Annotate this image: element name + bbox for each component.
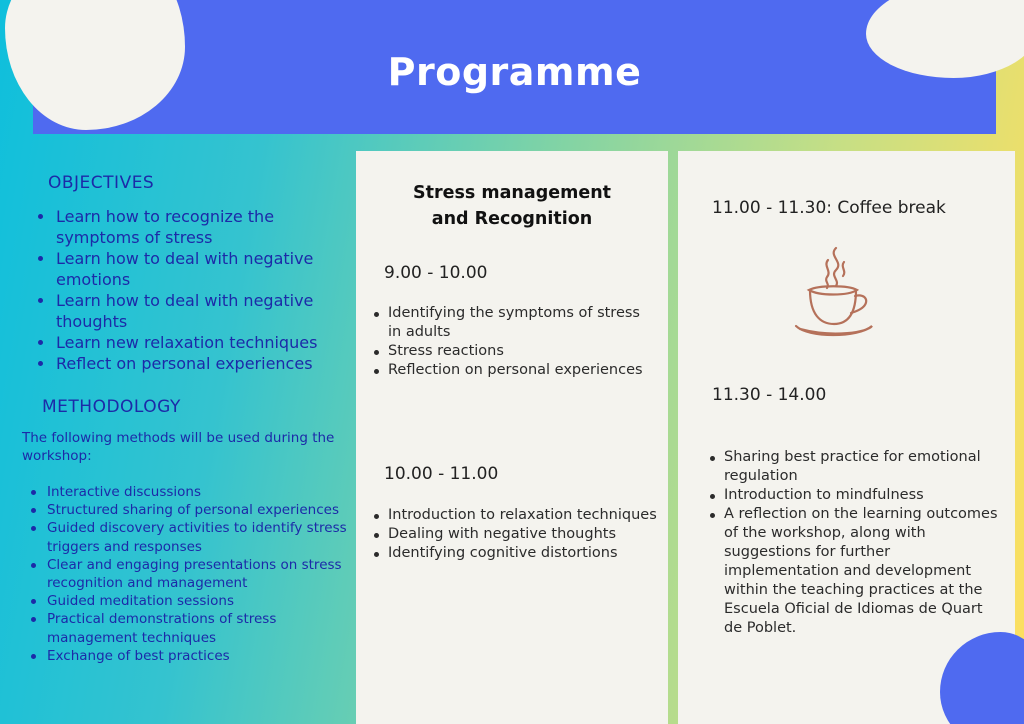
list-item: Learn how to deal with negative emotions: [56, 248, 356, 290]
methodology-heading: METHODOLOGY: [42, 397, 181, 417]
list-item: Guided meditation sessions: [47, 592, 347, 610]
methodology-intro: The following methods will be used during the workshop:: [22, 430, 335, 464]
list-item: Introduction to relaxation techniques: [388, 507, 657, 523]
list-item: Exchange of best practices: [47, 647, 347, 665]
time-slot: 10.00 - 11.00: [384, 464, 499, 484]
list-item: Introduction to mindfulness: [724, 486, 999, 505]
list-item: Practical demonstrations of stress management techniques: [47, 610, 347, 646]
time-slot: 9.00 - 10.00: [384, 263, 488, 283]
list-item: Identifying cognitive distortions: [388, 544, 658, 563]
coffee-break-label: 11.00 - 11.30: Coffee break: [712, 198, 946, 218]
list-item: Reflect on personal experiences: [56, 353, 356, 374]
list-item: Interactive discussions: [47, 483, 347, 501]
session-title: [356, 180, 668, 232]
list-item: Learn how to recognize the symptoms of stress: [56, 206, 356, 248]
session-card-afternoon: [678, 151, 1015, 724]
list-item: Stress reactions: [388, 342, 648, 361]
list-item: Dealing with negative thoughts: [388, 525, 658, 544]
time-slot: 11.30 - 14.00: [712, 385, 827, 405]
objectives-list: [56, 206, 356, 374]
session-list: [388, 304, 648, 380]
list-item: Learn how to deal with negative thoughts: [56, 290, 356, 332]
methodology-list: [47, 483, 347, 665]
list-item: Structured sharing of personal experiences: [47, 501, 347, 519]
session-title-line: Stress management: [412, 183, 612, 203]
list-item: Clear and engaging presentations on stress recognition and management: [47, 556, 347, 592]
list-item: Reflection on personal experiences: [388, 361, 648, 380]
session-list: [724, 448, 999, 638]
page-title: Programme: [387, 50, 642, 94]
list-item: Sharing best practice for emotional regulation: [724, 448, 999, 486]
list-item: A reflection on the learning outcomes of the workshop, along with suggestions for further implementation and development within the teaching practices at the Escuela Oficial de Idiomas de Quart de Poblet.: [724, 506, 998, 636]
session-title-line: and Recognition: [431, 209, 593, 229]
list-item: Learn new relaxation techniques: [56, 332, 356, 353]
list-item: Guided discovery activities to identify stress triggers and responses: [47, 520, 347, 555]
session-card-morning: [356, 151, 668, 724]
objectives-heading: OBJECTIVES: [48, 173, 155, 193]
session-list: [388, 506, 658, 563]
list-item: Identifying the symptoms of stress in adults: [388, 304, 648, 342]
coffee-cup-icon: [794, 246, 874, 341]
